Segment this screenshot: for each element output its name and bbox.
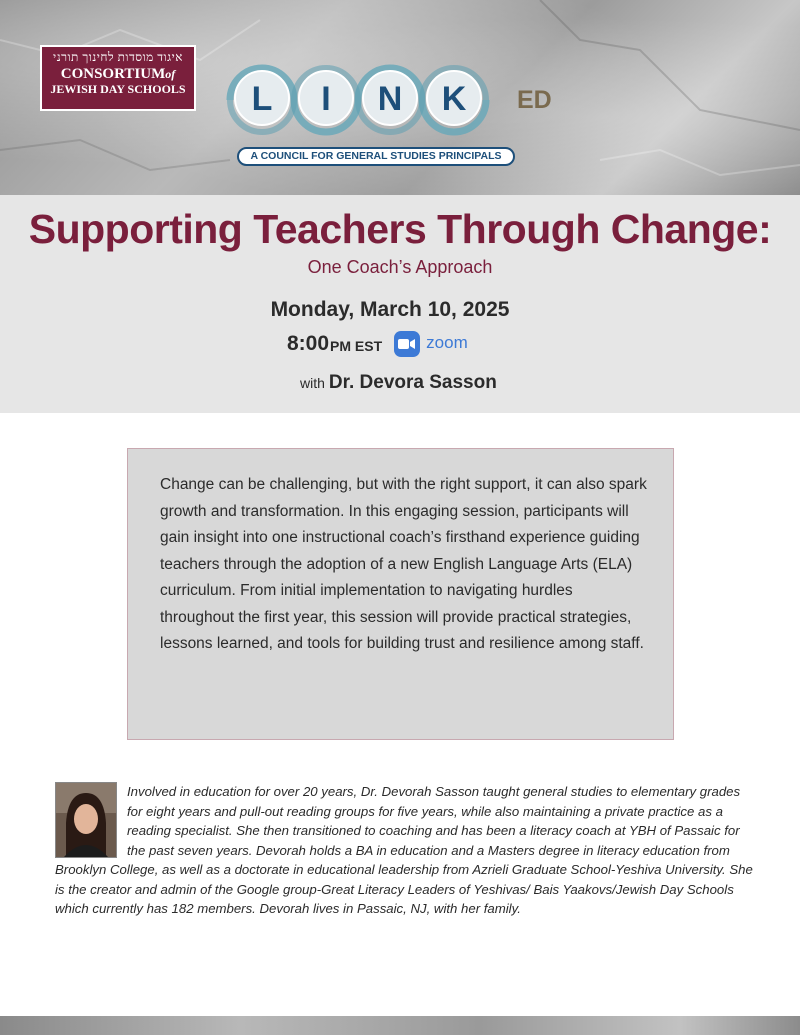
event-date: Monday, March 10, 2025	[270, 298, 510, 321]
consortium-line2: JEWISH DAY SCHOOLS	[50, 82, 186, 96]
zoom-camera-icon	[394, 331, 420, 357]
event-time-row	[287, 330, 468, 358]
link-letter-l: L	[251, 80, 273, 118]
event-title: Supporting Teachers Through Change:	[28, 206, 772, 252]
linked-logo	[222, 58, 522, 143]
consortium-hebrew-text: איגוד מוסדות לחינוך תורני	[53, 50, 183, 64]
event-time: 8:00	[287, 332, 330, 355]
header-banner	[0, 0, 800, 195]
council-tagline: A COUNCIL FOR GENERAL STUDIES PRINCIPALS	[237, 147, 515, 166]
event-time-suffix: PM EST	[330, 338, 383, 354]
presenter-line	[300, 372, 497, 394]
link-letter-k: K	[441, 80, 467, 118]
footer-strip	[0, 1016, 800, 1035]
consortium-of: of	[165, 67, 176, 81]
consortium-line1	[42, 66, 194, 82]
photo-spacer	[55, 782, 115, 858]
event-subtitle: One Coach’s Approach	[307, 257, 493, 277]
presenter-bio	[55, 782, 755, 919]
presenter-prefix: with	[300, 375, 325, 391]
consortium-logo	[40, 45, 196, 111]
link-letter-n: N	[377, 80, 403, 118]
linked-ed-suffix: ED	[517, 86, 552, 114]
bio-text: Involved in education for over 20 years, Dr. Devorah Sasson taught general studies to elementary grades for eight years and pull-out reading groups for five years, while also maintaining a private practice as a reading specialist. She then transitioned to coaching and has been a literacy coach at YBH of Passaic for the past seven years. Devorah holds a BA in education and a Masters degree in literacy education from Brooklyn College, as well as a doctorate in educational leadership from Azrieli Graduate School-Yeshiva University. She is the creator and admin of the Google group-Great Literacy Leaders of Yeshivas/ Bais Yaakovs/Jewish Day Schools which currently has 182 members. Devorah lives in Passaic, NJ, with her family.	[55, 784, 753, 916]
presenter-name: Dr. Devora Sasson	[328, 372, 497, 393]
link-letter-i: I	[321, 80, 331, 118]
zoom-wordmark: zoom	[426, 333, 468, 352]
consortium-word: CONSORTIUM	[60, 66, 166, 82]
session-description: Change can be challenging, but with the right support, it can also spark growth and transformation. In this engaging session, participants will gain insight into one instructional coach’s firsthand experience guiding teachers through the adoption of a new English Language Arts (ELA) curriculum. From initial implementation to navigating hurdles throughout the first year, this session will provide practical strategies, lessons learned, and tools for building trust and resilience among staff.	[160, 476, 647, 652]
